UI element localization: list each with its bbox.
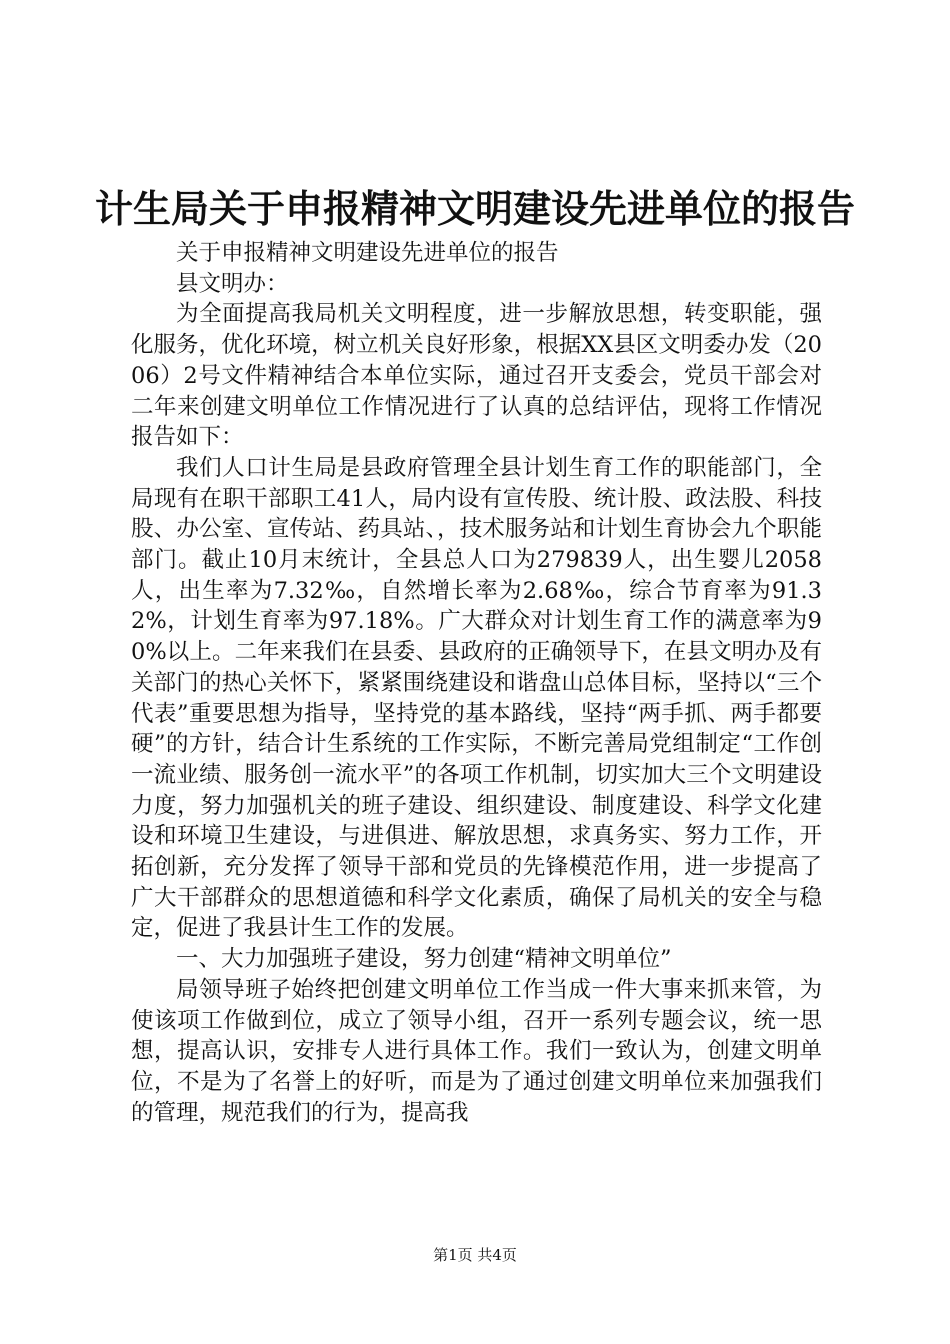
paragraph-section-1: 局领导班子始终把创建文明单位工作当成一件大事来抓来管，为使该项工作做到位，成立了领导小组，召开一系列专题会议，统一思想，提高认识，安排专人进行具体工作。我们一致认为，创建文明单位，不是为了名誉上的好听，而是为了通过创建文明单位来加强我们的管理，规范我们的行为，提高我 bbox=[131, 976, 822, 1126]
paragraph-addressee: 县文明办： bbox=[176, 270, 289, 297]
document-body bbox=[131, 238, 822, 1128]
paragraph-subtitle: 关于申报精神文明建设先进单位的报告 bbox=[176, 240, 559, 266]
paragraph-overview: 我们人口计生局是县政府管理全县计划生育工作的职能部门，全局现有在职干部职工41人，局内设有宣传股、统计股、政法股、科技股、办公室、宣传站、药具站、，技术服务站和计划生育协会九个职能部门。截止10月末统计，全县总人口为279839人，出生婴儿2058人，出生率为7.32‰，自然增长率为2.68‰，综合节育率为91.32%，计划生育率为97.18%。广大群众对计划生育工作的满意率为90%以上。二年来我们在县委、县政府的正确领导下，在县文明办及有关部门的热心关怀下，紧紧围绕建设和谐盘山总体目标，坚持以“三个代表”重要思想为指导，坚持党的基本路线，坚持“两手抓、两手都要硬”的方针，结合计生系统的工作实际，不断完善局党组制定“工作创一流业绩、服务创一流水平”的各项工作机制，切实加大三个文明建设力度，努力加强机关的班子建设、组织建设、制度建设、科学文化建设和环境卫生建设，与进俱进、解放思想，求真务实、努力工作，开拓创新，充分发挥了领导干部和党员的先锋模范作用，进一步提高了广大干部群众的思想道德和科学文化素质，确保了局机关的安全与稳定，促进了我县计生工作的发展。 bbox=[131, 454, 822, 942]
section-heading-1: 一、大力加强班子建设，努力创建“精神文明单位” bbox=[176, 946, 672, 973]
paragraph-intro: 为全面提高我局机关文明程度，进一步解放思想，转变职能，强化服务，优化环境，树立机关良好形象，根据XX县区文明委办发（2006）2号文件精神结合本单位实际，通过召开支委会，党员干部会对二年来创建文明单位工作情况进行了认真的总结评估，现将工作情况报告如下： bbox=[131, 301, 822, 451]
page-number: 第1页 共4页 bbox=[433, 1246, 517, 1264]
document-title: 计生局关于申报精神文明建设先进单位的报告 bbox=[94, 186, 855, 231]
